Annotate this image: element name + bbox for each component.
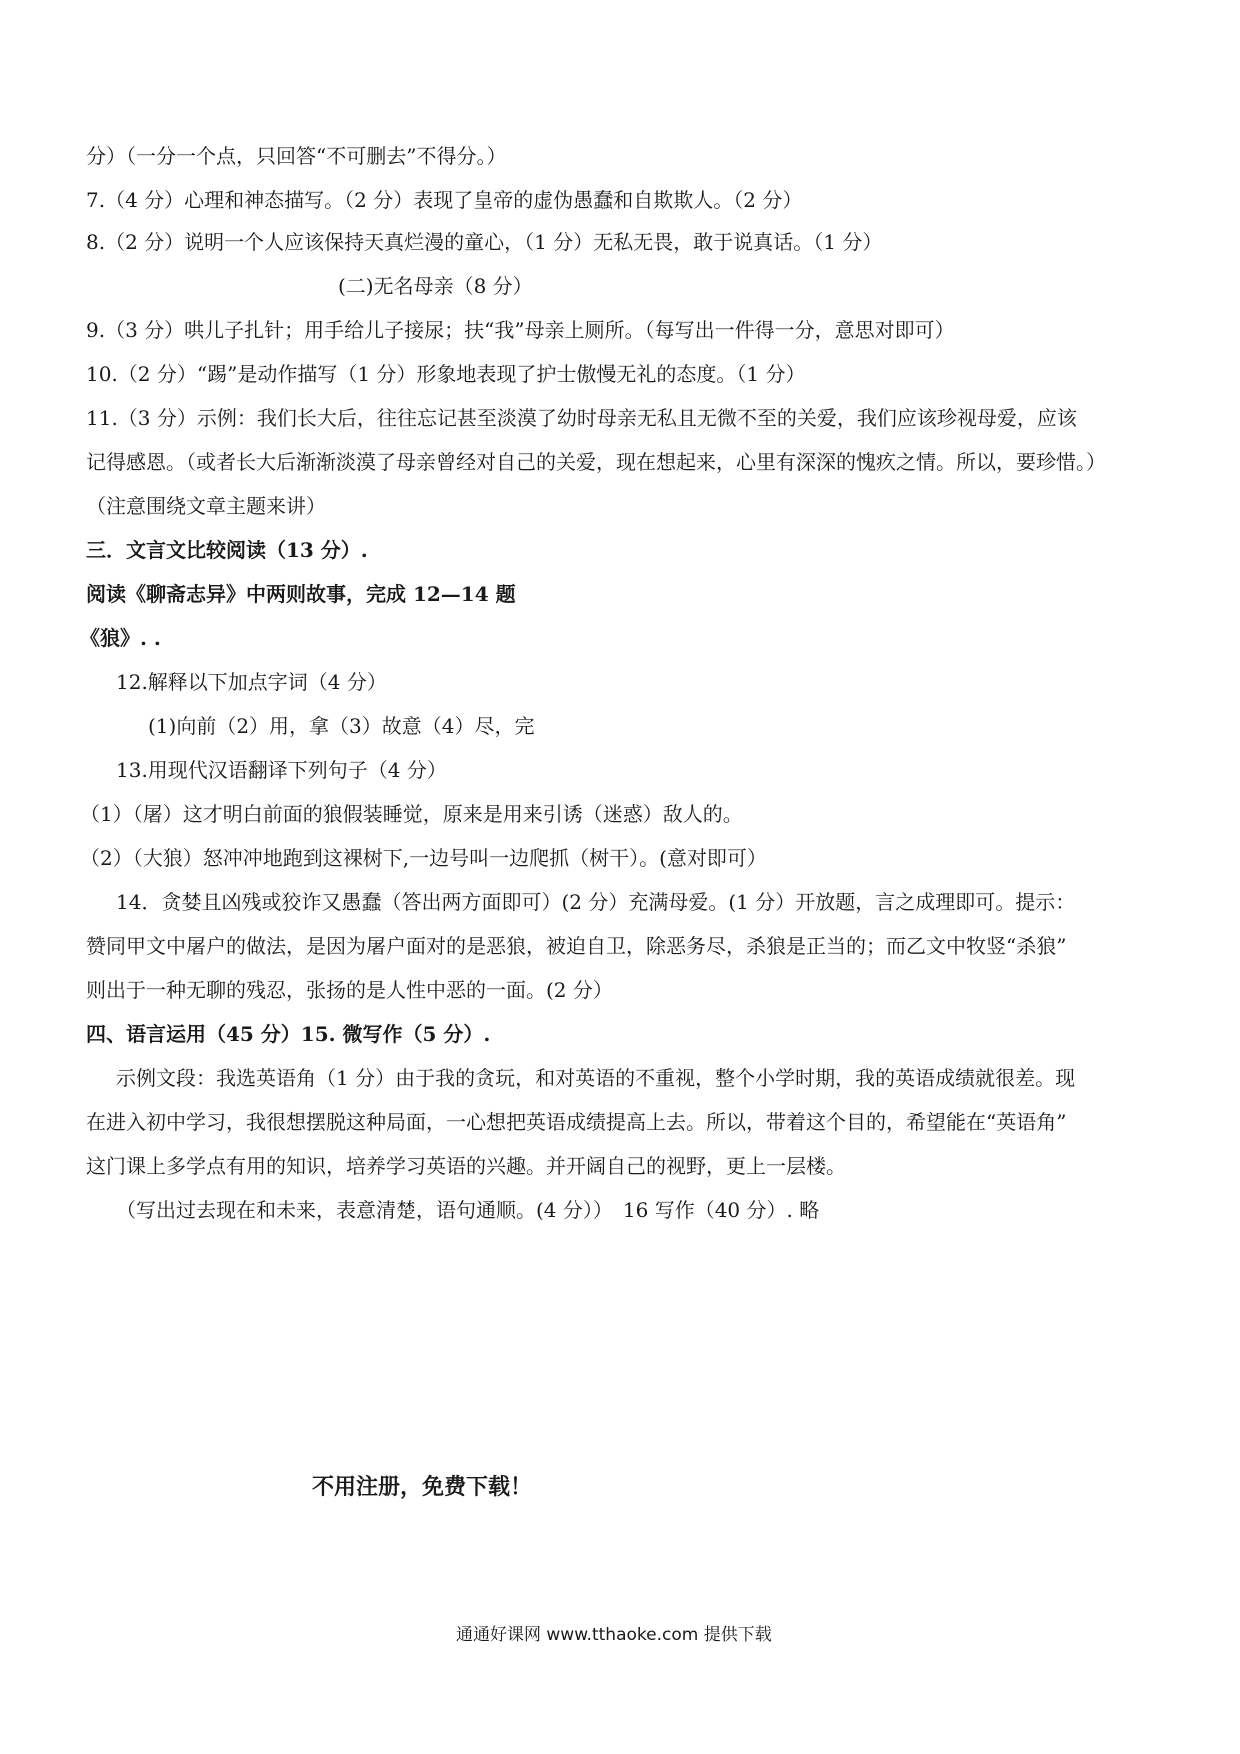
answer-12: (1)向前（2）用，拿（3）故意（4）尽，完 — [148, 714, 535, 738]
answer-14-cont: 赞同甲文中屠户的做法，是因为屠户面对的是恶狼，被迫自卫，除恶务尽，杀狼是正当的；而乙文中牧竖“杀狼” — [86, 934, 1067, 958]
answer-9: 9.（3 分）哄儿子扎针；用手给儿子接尿；扶“我”母亲上厕所。（每写出一件得一分，意思对即可） — [86, 318, 955, 342]
answer-line: 分）（一分一个点，只回答“不可删去”不得分。） — [86, 144, 507, 168]
answer-13-2: （2）（大狼）怒冲冲地跑到这裸树下,一边号叫一边爬抓（树干）。(意对即可） — [80, 846, 767, 870]
source-footer: 通通好课网 www.tthaoke.com 提供下载 — [456, 1625, 772, 1645]
answer-14: 14．贪婪且凶残或狡诈又愚蠢（答出两方面即可）(2 分）充满母爱。(1 分）开放题，言之成理即可。提示： — [116, 890, 1076, 914]
answer-11-note: （注意围绕文章主题来讲） — [86, 494, 326, 518]
answer-15-note: （写出过去现在和未来，表意清楚，语句通顺。(4 分）） 16 写作（40 分）. 略 — [116, 1198, 820, 1222]
answer-14-end: 则出于一种无聊的残忍，张扬的是人性中恶的一面。(2 分） — [86, 978, 613, 1002]
section-heading-4: 四、语言运用（45 分）15. 微写作（5 分）. — [86, 1022, 491, 1046]
answer-13-1: （1）（屠）这才明白前面的狼假装睡觉，原来是用来引诱（迷惑）敌人的。 — [80, 802, 743, 826]
question-13: 13.用现代汉语翻译下列句子（4 分） — [116, 758, 447, 782]
answer-15-end: 这门课上多学点有用的知识，培养学习英语的兴趣。并开阔自己的视野，更上一层楼。 — [86, 1154, 846, 1178]
question-12: 12.解释以下加点字词（4 分） — [116, 670, 387, 694]
answer-15-cont: 在进入初中学习，我很想摆脱这种局面，一心想把英语成绩提高上去。所以，带着这个目的，希望能在“英语角” — [86, 1110, 1067, 1134]
answer-11: 11.（3 分）示例：我们长大后，往往忘记甚至淡漠了幼时母亲无私且无微不至的关爱，我们应该珍视母爱，应该 — [86, 406, 1077, 430]
answer-11-cont: 记得感恩。（或者长大后渐渐淡漠了母亲曾经对自己的关爱，现在想起来，心里有深深的愧疚之情。所以，要珍惜。） — [86, 450, 1106, 474]
answer-7: 7.（4 分）心理和神态描写。（2 分）表现了皇帝的虚伪愚蠢和自欺欺人。（2 分） — [86, 188, 803, 212]
answer-15: 示例文段：我选英语角（1 分）由于我的贪玩，和对英语的不重视，整个小学时期，我的英语成绩就很差。现 — [116, 1066, 1076, 1090]
text-title-wolf: 《狼》. . — [80, 626, 161, 650]
answer-10: 10.（2 分）“踢”是动作描写（1 分）形象地表现了护士傲慢无礼的态度。（1 分） — [86, 362, 806, 386]
section-subtitle: (二)无名母亲（8 分） — [338, 274, 533, 298]
reading-instruction: 阅读《聊斋志异》中两则故事，完成 12—14 题 — [86, 582, 516, 606]
section-heading-3: 三．文言文比较阅读（13 分）. — [86, 538, 368, 562]
promo-text: 不用注册，免费下载！ — [312, 1475, 533, 1500]
answer-8: 8.（2 分）说明一个人应该保持天真烂漫的童心，（1 分）无私无畏，敢于说真话。（1 分） — [86, 230, 883, 254]
